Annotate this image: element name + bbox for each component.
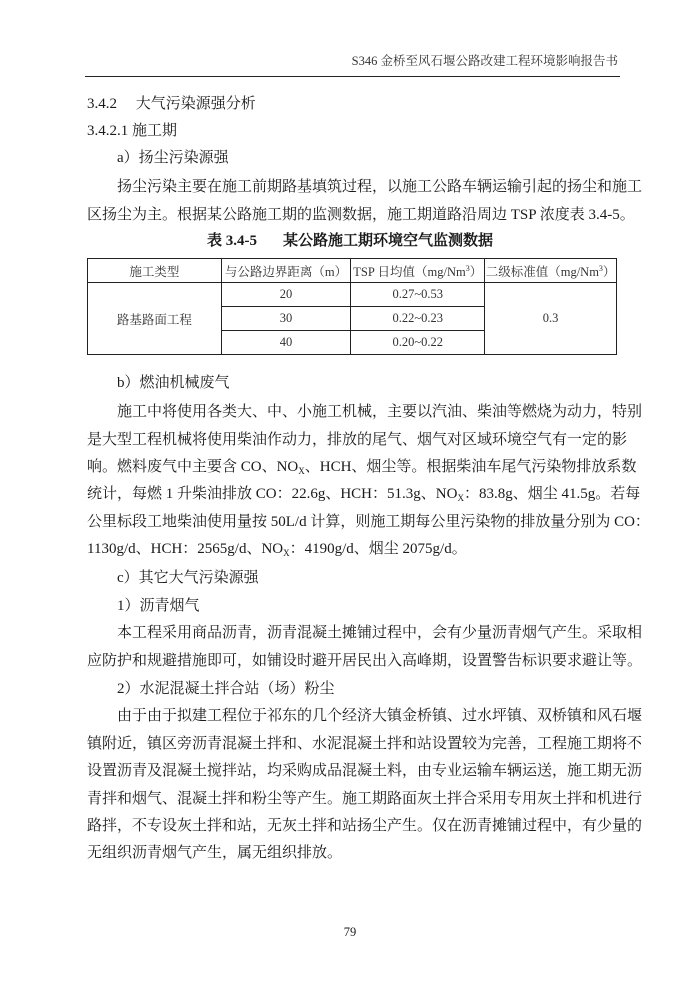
text-segment: 设置沥青及混凝土搅拌站，均采购成品混凝土料，由专业运输车辆运送，施工期无沥 <box>87 763 643 779</box>
text-segment: 施工中将使用各类大、中、小施工机械，主要以汽油、柴油等燃烧为动力，特别 <box>117 404 643 420</box>
cell-distance: 30 <box>221 307 351 331</box>
text-line <box>117 148 615 168</box>
subscript: X <box>457 493 464 503</box>
cell-tsp: 0.22~0.23 <box>351 307 485 331</box>
text-line <box>87 121 615 141</box>
text-segment: ：83.8g、烟尘 41.5g。若每 <box>463 486 641 502</box>
text-line <box>87 539 615 559</box>
text-segment: ：4190g/d、烟尘 2075g/d。 <box>289 541 467 557</box>
cell-type: 路基路面工程 <box>88 283 222 355</box>
table-header-row <box>88 259 617 283</box>
table-title: 某公路施工期环境空气监测数据 <box>282 233 493 249</box>
text-segment: 是大型工程机械将使用柴油作动力，排放的尾气、烟气对区域环境空气有一定的影 <box>87 432 628 448</box>
subscript: X <box>283 548 290 558</box>
text-line <box>87 789 643 809</box>
text-line <box>87 484 641 504</box>
text-line <box>87 734 643 754</box>
text-line <box>117 679 615 699</box>
text-line <box>117 177 643 197</box>
text-segment: 2）水泥混凝土拌合站（场）粉尘 <box>117 681 335 697</box>
text-line <box>117 706 643 726</box>
text-line <box>87 457 637 477</box>
header-distance: 与公路边界距离（m） <box>221 259 351 283</box>
running-header: S346 金桥至风石堰公路改建工程环境影响报告书 <box>351 54 618 68</box>
text-segment: 本工程采用商品沥青，沥青混凝土摊铺过程中，会有少量沥青烟气产生。采取相 <box>117 625 643 641</box>
text-segment: 无组织沥青烟气产生，属无组织排放。 <box>87 845 343 861</box>
text-segment: 区扬尘为主。根据某公路施工期的监测数据，施工期道路沿周边 TSP 浓度表 3.4-5。 <box>87 207 635 223</box>
cell-standard: 0.3 <box>485 283 617 355</box>
text-segment: 由于由于拟建工程位于祁东的几个经济大镇金桥镇、过水坪镇、双桥镇和风石堰 <box>117 708 643 724</box>
text-line <box>87 94 615 114</box>
text-segment: a）扬尘污染源强 <box>117 150 229 166</box>
text-segment: b）燃油机械废气 <box>117 375 230 391</box>
text-line <box>87 430 628 450</box>
text-line <box>117 568 615 588</box>
table-number: 表 3.4-5 <box>206 233 257 249</box>
cell-distance: 40 <box>221 331 351 355</box>
cell-tsp: 0.20~0.22 <box>351 331 485 355</box>
text-line <box>87 205 635 225</box>
text-segment: 路拌，不专设灰土拌和站，无灰土拌和站扬尘产生。仅在沥青摊铺过程中，有少量的 <box>87 818 643 834</box>
text-segment: 1）沥青烟气 <box>117 598 200 614</box>
text-line <box>117 402 643 422</box>
page-number: 79 <box>343 925 357 939</box>
text-segment: 统计，每燃 1 升柴油排放 CO：22.6g、HCH：51.3g、NO <box>87 486 458 502</box>
text-segment: 、HCH、烟尘等。根据柴油车尾气污染物排放系数 <box>304 459 637 475</box>
text-segment: 应防护和规避措施即可，如铺设时避开居民出入高峰期，设置警告标识要求避让等。 <box>87 653 643 669</box>
text-line <box>87 843 615 863</box>
text-line <box>87 512 650 532</box>
text-segment: 青拌和烟气、混凝土拌和粉尘等产生。施工期路面灰土拌合采用专用灰土拌和机进行 <box>87 791 643 807</box>
table-caption <box>0 231 700 251</box>
text-segment: 响。燃料废气中主要含 CO、NO <box>87 459 299 475</box>
text-segment: 3.4.2 大气污染源强分析 <box>87 96 256 112</box>
header-rule <box>85 76 620 77</box>
text-line <box>117 623 643 643</box>
monitoring-data-table <box>87 258 617 355</box>
text-segment: 公里标段工地柴油使用量按 50L/d 计算，则施工期每公里污染物的排放量分别为 CO： <box>87 514 650 530</box>
text-line <box>117 596 615 616</box>
text-segment: 镇附近，镇区旁沥青混凝土拌和、水泥混凝土拌和站设置较为完善，工程施工期将不 <box>87 736 643 752</box>
text-segment: c）其它大气污染源强 <box>117 570 259 586</box>
table-row <box>88 283 617 307</box>
text-segment: 1130g/d、HCH：2565g/d、NO <box>87 541 284 557</box>
header-type: 施工类型 <box>88 259 222 283</box>
subscript: X <box>298 466 305 476</box>
cell-tsp: 0.27~0.53 <box>351 283 485 307</box>
text-segment: 扬尘污染主要在施工前期路基填筑过程，以施工公路车辆运输引起的扬尘和施工 <box>117 179 643 195</box>
cell-distance: 20 <box>221 283 351 307</box>
text-line <box>87 651 643 671</box>
text-line <box>117 373 615 393</box>
header-tsp: TSP 日均值（mg/Nm$^3$） <box>351 259 485 283</box>
text-line <box>87 816 643 836</box>
text-segment: 3.4.2.1 施工期 <box>87 123 178 139</box>
header-standard: 二级标准值（mg/Nm$^3$） <box>485 259 617 283</box>
text-line <box>87 761 643 781</box>
